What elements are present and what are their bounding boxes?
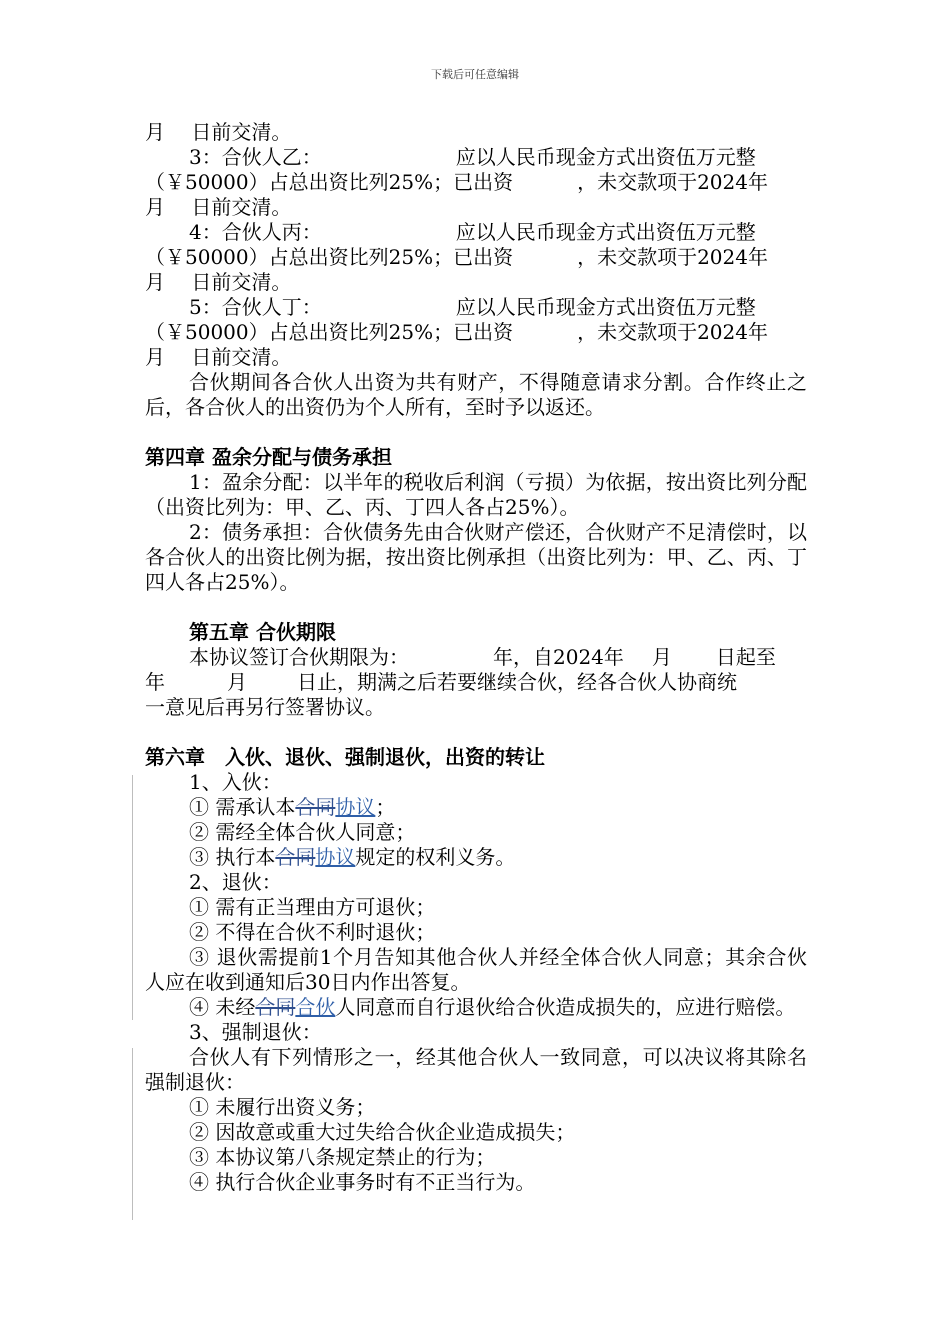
list-item: ④ 执行合伙企业事务时有不正当行为。 (189, 1170, 536, 1194)
tracked-deletion: 合同 (295, 795, 336, 819)
revision-change-bar (132, 775, 133, 1020)
debt-liability-clause: 2：债务承担：合伙债务先由合伙财产偿还，合伙财产不足清偿时，以各合伙人的出资比例为据，按出资比例承担（出资比列为：甲、乙、丙、丁四人各占25%）。 (145, 520, 807, 594)
clause-line: 月 日前交清。 (145, 195, 292, 219)
joint-property-paragraph: 合伙期间各合伙人出资为共有财产，不得随意请求分割。合作终止之后，各合伙人的出资仍为个人所有，至时予以返还。 (145, 370, 807, 419)
list-item: ③ 退伙需提前1个月告知其他合伙人并经全体合伙人同意；其余合伙人应在收到通知后30日内作出答复。 (145, 945, 807, 994)
force-quit-title: 3、强制退伙： (189, 1020, 322, 1044)
term-line: 本协议签订合伙期限为： 年，自2024年 月 日起至 (189, 645, 776, 669)
clause-line: 4：合伙人丙： 应以人民币现金方式出资伍万元整 (189, 220, 756, 244)
force-quit-intro: 合伙人有下列情形之一，经其他合伙人一致同意，可以决议将其除名强制退伙： (145, 1045, 807, 1094)
clause-line: 月 日前交清。 (145, 270, 292, 294)
list-item: ③ 本协议第八条规定禁止的行为； (189, 1145, 496, 1169)
partner-d-clause (145, 295, 807, 370)
clause-line: （￥50000）占总出资比列25%；已出资 ，未交款项于2024年 (145, 170, 768, 194)
list-item: ③ 执行本合同协议规定的权利义务。 (189, 845, 516, 869)
profit-distribution-clause: 1：盈余分配：以半年的税收后利润（亏损）为依据，按出资比列分配（出资比列为：甲、乙、丙、丁四人各占25%）。 (145, 470, 807, 519)
list-item: ① 未履行出资义务； (189, 1095, 376, 1119)
chapter-6-title: 第六章 入伙、退伙、强制退伙，出资的转让 (145, 745, 545, 769)
term-line: 一意见后再另行签署协议。 (145, 695, 385, 719)
term-line: 年 月 日止，期满之后若要继续合伙，经各合伙人协商统 (145, 670, 737, 694)
document-body (145, 120, 807, 1195)
list-item: ④ 未经合同合伙人同意而自行退伙给合伙造成损失的，应进行赔偿。 (189, 995, 796, 1019)
page-header: 下载后可任意编辑 (431, 68, 519, 81)
quit-title: 2、退伙： (189, 870, 282, 894)
tracked-insertion: 协议 (335, 795, 376, 819)
paragraph: 月 日前交清。 (145, 120, 292, 144)
list-item: ① 需有正当理由方可退伙； (189, 895, 436, 919)
clause-line: 5：合伙人丁： 应以人民币现金方式出资伍万元整 (189, 295, 756, 319)
clause-line: 月 日前交清。 (145, 345, 292, 369)
tracked-insertion: 协议 (315, 845, 356, 869)
chapter-5-title: 第五章 合伙期限 (189, 620, 336, 644)
partner-b-clause (145, 145, 807, 220)
join-title: 1、入伙： (189, 770, 282, 794)
list-item: ② 因故意或重大过失给合伙企业造成损失； (189, 1120, 576, 1144)
revision-change-bar (132, 1048, 133, 1220)
clause-line: （￥50000）占总出资比列25%；已出资 ，未交款项于2024年 (145, 320, 768, 344)
clause-line: 3：合伙人乙： 应以人民币现金方式出资伍万元整 (189, 145, 756, 169)
clause-line: （￥50000）占总出资比列25%；已出资 ，未交款项于2024年 (145, 245, 768, 269)
tracked-deletion: 合同 (275, 845, 316, 869)
list-item: ② 不得在合伙不利时退伙； (189, 920, 436, 944)
chapter-4-title: 第四章 盈余分配与债务承担 (145, 445, 392, 469)
tracked-insertion: 合伙 (295, 995, 336, 1019)
partner-c-clause (145, 220, 807, 295)
list-item: ① 需承认本合同协议； (189, 795, 396, 819)
tracked-deletion: 合同 (255, 995, 296, 1019)
list-item: ② 需经全体合伙人同意； (189, 820, 416, 844)
